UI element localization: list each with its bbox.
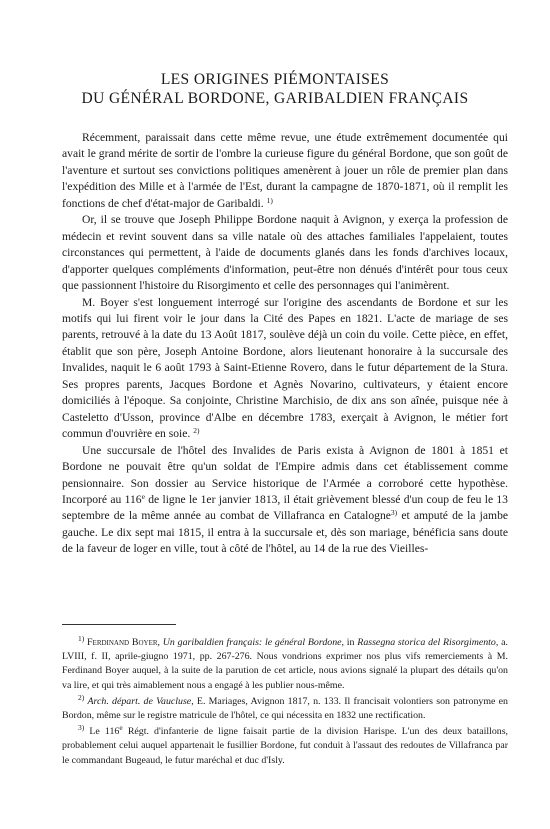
footnote-journal: Rassegna storica del Risorgimento — [357, 637, 496, 648]
footnote-author: Ferdinand Boyer — [87, 637, 158, 648]
footnote-1: $^{1)}$ Ferdinand Boyer, Un garibaldien français: le général Bordone, in Rassegna storica del Risorgimento, a. LVIII, f. II, aprile-giugno 1971, pp. 267-276. Nous vondrions exprimer nos plus vifs remerciements à M. Ferdinand Boyer auquel, à la suite de la parution de cet article, nous avions signalé la plupart des détails qu'on va lire, et qui très aimablement nous a engagé à les publier nous-même. — [62, 634, 508, 691]
article-title-line-1: LES ORIGINES PIÉMONTAISES — [160, 71, 390, 88]
article-body — [62, 130, 508, 558]
paragraph-2 — [62, 212, 508, 294]
article-title-line-2: DU GÉNÉRAL BORDONE, GARIBALDIEN FRANÇAIS — [81, 90, 469, 107]
footnote-text: Le 116 — [89, 726, 120, 738]
footnote-ref-3: 3) — [390, 508, 398, 518]
footnote-divider — [62, 624, 176, 625]
paragraph-text: Une succursale de l'hôtel des Invalides de Paris exista à Avignon de 1801 à 1851 et Bordone ne pouvait être qu'un soldat de l'Empire admis dans cet établissement comme pensionnaire. Son dossier au Service historique de l'Armée a corroboré cette hypothèse. Incorporé au 116 — [62, 443, 508, 506]
paragraph-3 — [62, 295, 508, 443]
footnote-ref-1: 1) — [266, 195, 273, 205]
footnote-number: 2) — [78, 692, 85, 702]
footnote-source: Arch. départ. de Vaucluse — [87, 695, 192, 707]
paragraph-1 — [62, 130, 508, 212]
paragraph-text: de ligne le 1er janvier 1813, il était grièvement blessé d'un coup de feu le 13 septembre de la même année au combat de Villafranca en Catalogne — [62, 492, 508, 523]
footnotes — [62, 636, 508, 770]
footnote-text: , a. LVIII, f. II, aprile-giugno 1971, pp. 267-276. Nous vondrions exprimer nos plus vifs remerciements à M. Ferdinand Boyer auquel, à la suite de la parution de cet article, nous avions signalé la plupart des détails qu'on va lire, et qui très aimablement nous a engagé à les publier nous-même. — [62, 637, 508, 691]
paragraph-text: M. Boyer s'est longuement interrogé sur l'origine des ascendants de Bordone et sur les motifs qui lui firent voir le jour dans la Cité des Papes en 1821. L'acte de mariage de ses parents, retrouvé à la date du 13 Août 1817, soulève déjà un coin du voile. Cette pièce, en effet, établit que son père, Joseph Antoine Bordone, alors lieutenant honoraire à la succursale des Invalides, naquit le 6 août 1793 à Saint-Etienne Rovero, dans le futur département de la Stura. Ses propres parents, Jacques Bordone et Agnès Novarino, cultivateurs, y étaient encore domiciliés à l'époque. Sa conjointe, Christine Marchisio, de dix ans son aînée, puisque née à Casteletto d'Usson, province d'Albe en décembre 1783, exerçait à Avignon, le métier fort commun d'ouvrière en soie. — [62, 295, 508, 441]
footnote-3 — [62, 725, 508, 768]
footnote-text: , E. Mariages, Avignon 1817, n. 133. Il francisait volontiers son patronyme en Bordon, même sur le registre matricule de l'hôtel, ce qui nécessita en 1832 une rectification. — [62, 695, 508, 722]
footnote-work-title: Un garibaldien français: le général Bordone — [162, 637, 342, 648]
footnote-ref-2: 2) — [193, 426, 200, 436]
ordinal-superscript: e — [119, 723, 123, 733]
paragraph-4 — [62, 443, 508, 558]
footnote-2 — [62, 692, 508, 723]
paragraph-text: et amputé de la jambe gauche. Le dix sept mai 1815, il entra à la succursale et, dès son mariage, bénéficia sans doute de la faveur de loger en ville, tout à côté de l'hôtel, au 14 de la rue des Vieilles- — [62, 509, 509, 556]
footnote-in: in — [346, 637, 355, 648]
footnote-number: 1) — [78, 634, 85, 643]
footnote-text: Régt. d'infanterie de ligne faisait partie de la division Harispe. L'un des deux bataillons, probablement celui auquel appartenait le fusillier Bordone, fut conduit à l'assaut des redoutes de Villafranca par le commandant Bugeaud, le futur maréchal et duc d'Isly. — [62, 726, 509, 766]
paragraph-text: Or, il se trouve que Joseph Philippe Bordone naquit à Avignon, y exerça la profession de médecin et revint souvent dans sa ville natale où des attaches familiales l'appelaient, toutes circonstances qui permettent, à l'aide de documents glanés dans les fonds d'archives locaux, d'apporter quelques compléments d'information, peut-être non dénués d'intérêt pour tous ceux que passionnent l'histoire du Risorgimento et celle des personnages qui l'animèrent. — [62, 213, 508, 293]
ordinal-superscript: e — [141, 491, 145, 501]
paragraph-text: Récemment, paraissait dans cette même revue, une étude extrêmement documentée qui avait le grand mérite de sortir de l'ombre la curieuse figure du général Bordone, que son goût de l'aventure et surtout ses convictions politiques amenèrent à jouer un rôle de premier plan dans l'expédition des Mille et à l'armée de l'Est, durant la campagne de 1870-1871, où il remplit les fonctions de chef d'état-major de Garibaldi. — [62, 131, 508, 210]
footnote-number: 3) — [78, 723, 85, 733]
